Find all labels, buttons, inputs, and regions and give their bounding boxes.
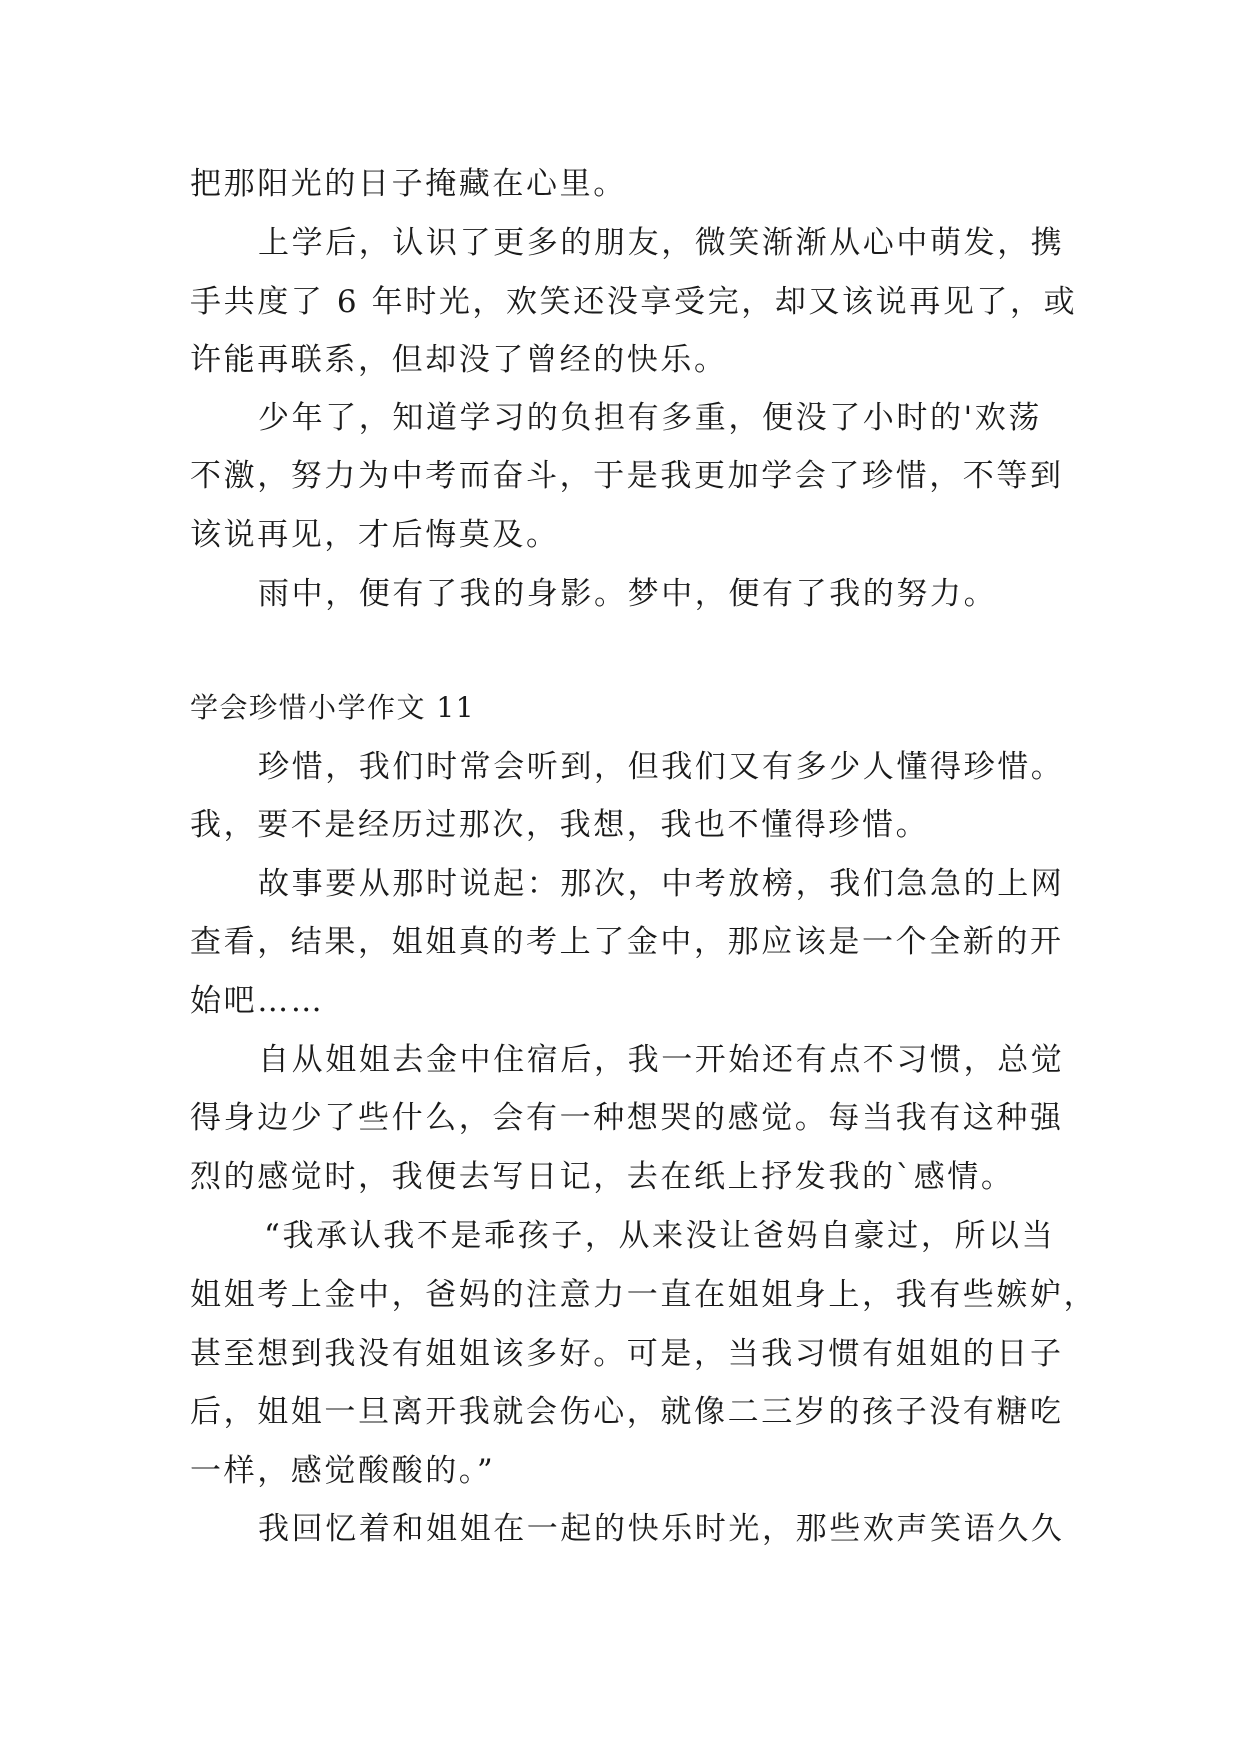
text-line: 手共度了 6 年时光，欢笑还没享受完，却又该说再见了，或	[190, 284, 1078, 320]
text-line: 查看，结果，姐姐真的考上了金中，那应该是一个全新的开	[190, 924, 1064, 960]
text-line: “我承认我不是乖孩子，从来没让爸妈自豪过，所以当	[264, 1218, 1056, 1254]
text-line: 该说再见，才后悔莫及。	[190, 517, 560, 553]
text-line: 许能再联系，但却没了曾经的快乐。	[190, 342, 728, 378]
text-line: 我，要不是经历过那次，我想，我也不懂得珍惜。	[190, 807, 930, 843]
text-line: 珍惜，我们时常会听到，但我们又有多少人懂得珍惜。	[258, 749, 1065, 785]
text-line: 一样，感觉酸酸的。”	[190, 1453, 496, 1489]
text-line: 故事要从那时说起：那次，中考放榜，我们急急的上网	[258, 866, 1065, 902]
text-line: 自从姐姐去金中住宿后，我一开始还有点不习惯，总觉	[258, 1042, 1065, 1078]
text-line: 我回忆着和姐姐在一起的快乐时光，那些欢声笑语久久	[258, 1511, 1065, 1547]
text-line: 甚至想到我没有姐姐该多好。可是，当我习惯有姐姐的日子	[190, 1336, 1064, 1372]
section-heading: 学会珍惜小学作文 11	[190, 691, 476, 724]
text-line: 不激，努力为中考而奋斗，于是我更加学会了珍惜，不等到	[190, 458, 1064, 494]
text-line: 始吧……	[190, 983, 325, 1019]
text-line: 雨中，便有了我的身影。梦中，便有了我的努力。	[258, 576, 998, 612]
text-line: 烈的感觉时，我便去写日记，去在纸上抒发我的`感情。	[190, 1159, 1015, 1195]
text-line: 把那阳光的日子掩藏在心里。	[190, 166, 627, 202]
text-line: 得身边少了些什么，会有一种想哭的感觉。每当我有这种强	[190, 1100, 1064, 1136]
text-line: 少年了，知道学习的负担有多重，便没了小时的'欢荡	[258, 400, 1042, 436]
text-line: 后，姐姐一旦离开我就会伤心，就像二三岁的孩子没有糖吃	[190, 1394, 1064, 1430]
text-line: 姐姐考上金中，爸妈的注意力一直在姐姐身上，我有些嫉妒，	[190, 1277, 1098, 1313]
text-line: 上学后，认识了更多的朋友，微笑渐渐从心中萌发，携	[258, 225, 1065, 261]
